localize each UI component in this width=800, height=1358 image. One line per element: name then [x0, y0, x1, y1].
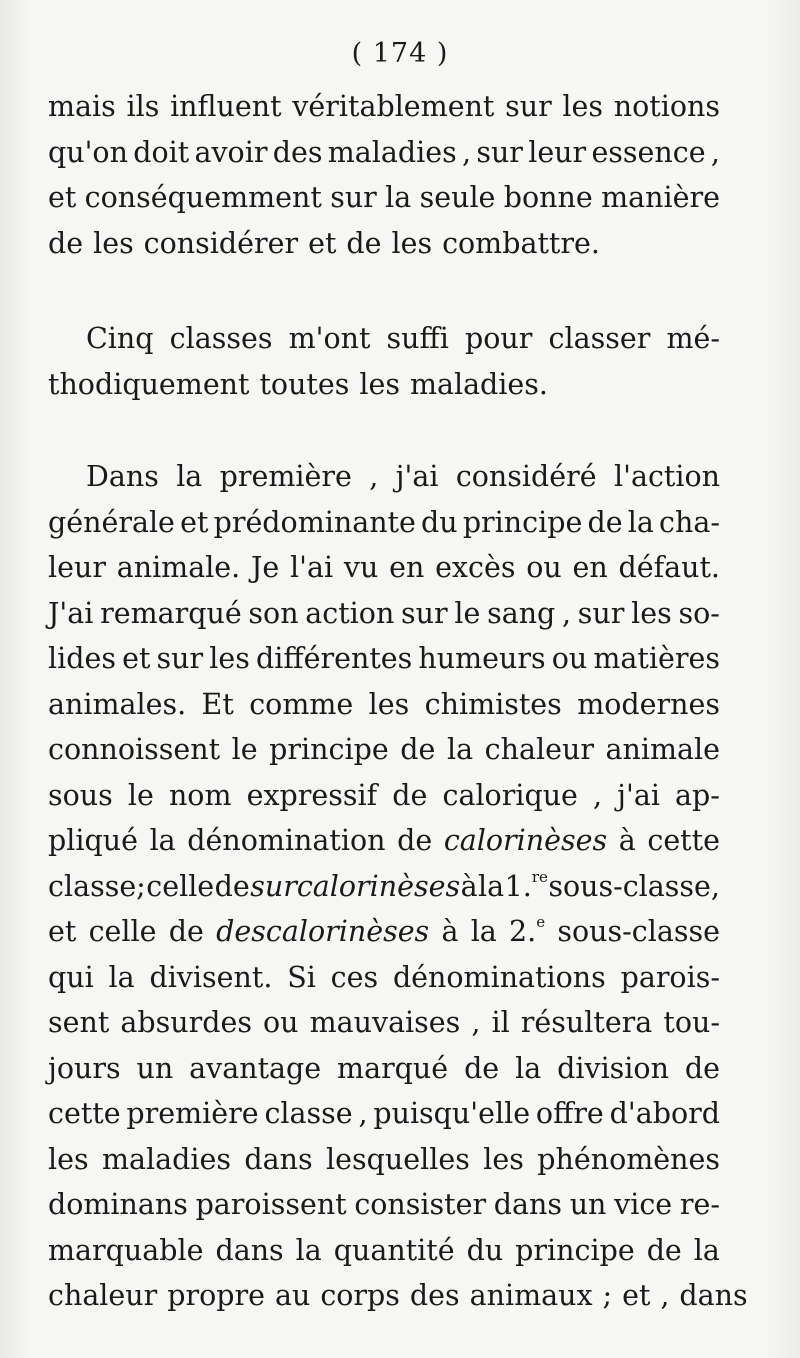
text-line: et conséquemment sur la seule bonne manière — [48, 181, 720, 214]
text-line: chaleur propre au corps des animaux ; et , dans — [48, 1279, 748, 1312]
text-line: générale et prédominante du principe de la cha- — [48, 505, 720, 539]
text-line: classe; celle de surcalorinèses à la 1.$^{re}$ sous-classe, — [48, 867, 720, 903]
page-number: ( 174 ) — [351, 38, 449, 69]
text-line: Dans la première , j'ai considéré l'action — [86, 460, 720, 493]
text-line: connoissent le principe de la chaleur animale — [48, 733, 720, 766]
text-line: thodiquement toutes les maladies. — [48, 367, 548, 401]
paragraph-2 — [48, 316, 720, 407]
text-line: J'ai remarqué son action sur le sang , sur les so- — [48, 596, 720, 630]
text-line: mais ils influent véritablement sur les notions — [48, 90, 720, 123]
text-line: jours un avantage marqué de la division de — [48, 1051, 720, 1085]
text-line: qui la divisent. Si ces dénominations parois- — [48, 960, 720, 994]
paragraph-1 — [48, 84, 720, 266]
text-line: cette première classe , puisqu'elle offre d'abord — [48, 1097, 720, 1130]
text-line: et celle de descalorinèses à la 2.$^e$ sous-classe — [48, 913, 720, 948]
text-line: qu'on doit avoir des maladies , sur leur essence , — [48, 135, 720, 169]
text-line: pliqué la dénomination de calorinèses à cette — [48, 824, 720, 857]
text-line: dominans paroissent consister dans un vice re- — [48, 1188, 720, 1221]
text-line: sent absurdes ou mauvaises , il résultera tou- — [48, 1006, 720, 1039]
text-line: sous le nom expressif de calorique , j'ai ap- — [48, 778, 720, 812]
text-line: de les considérer et de les combattre. — [48, 226, 600, 260]
paragraph-3 — [48, 454, 748, 1319]
text-line: Cinq classes m'ont suffi pour classer mé- — [86, 322, 720, 355]
text-line: les maladies dans lesquelles les phénomènes — [48, 1142, 720, 1176]
text-line: animales. Et comme les chimistes modernes — [48, 687, 720, 721]
text-line: lides et sur les différentes humeurs ou matières — [48, 642, 720, 675]
text-line: leur animale. Je l'ai vu en excès ou en défaut. — [48, 551, 720, 584]
text-line: marquable dans la quantité du principe de la — [48, 1233, 720, 1267]
